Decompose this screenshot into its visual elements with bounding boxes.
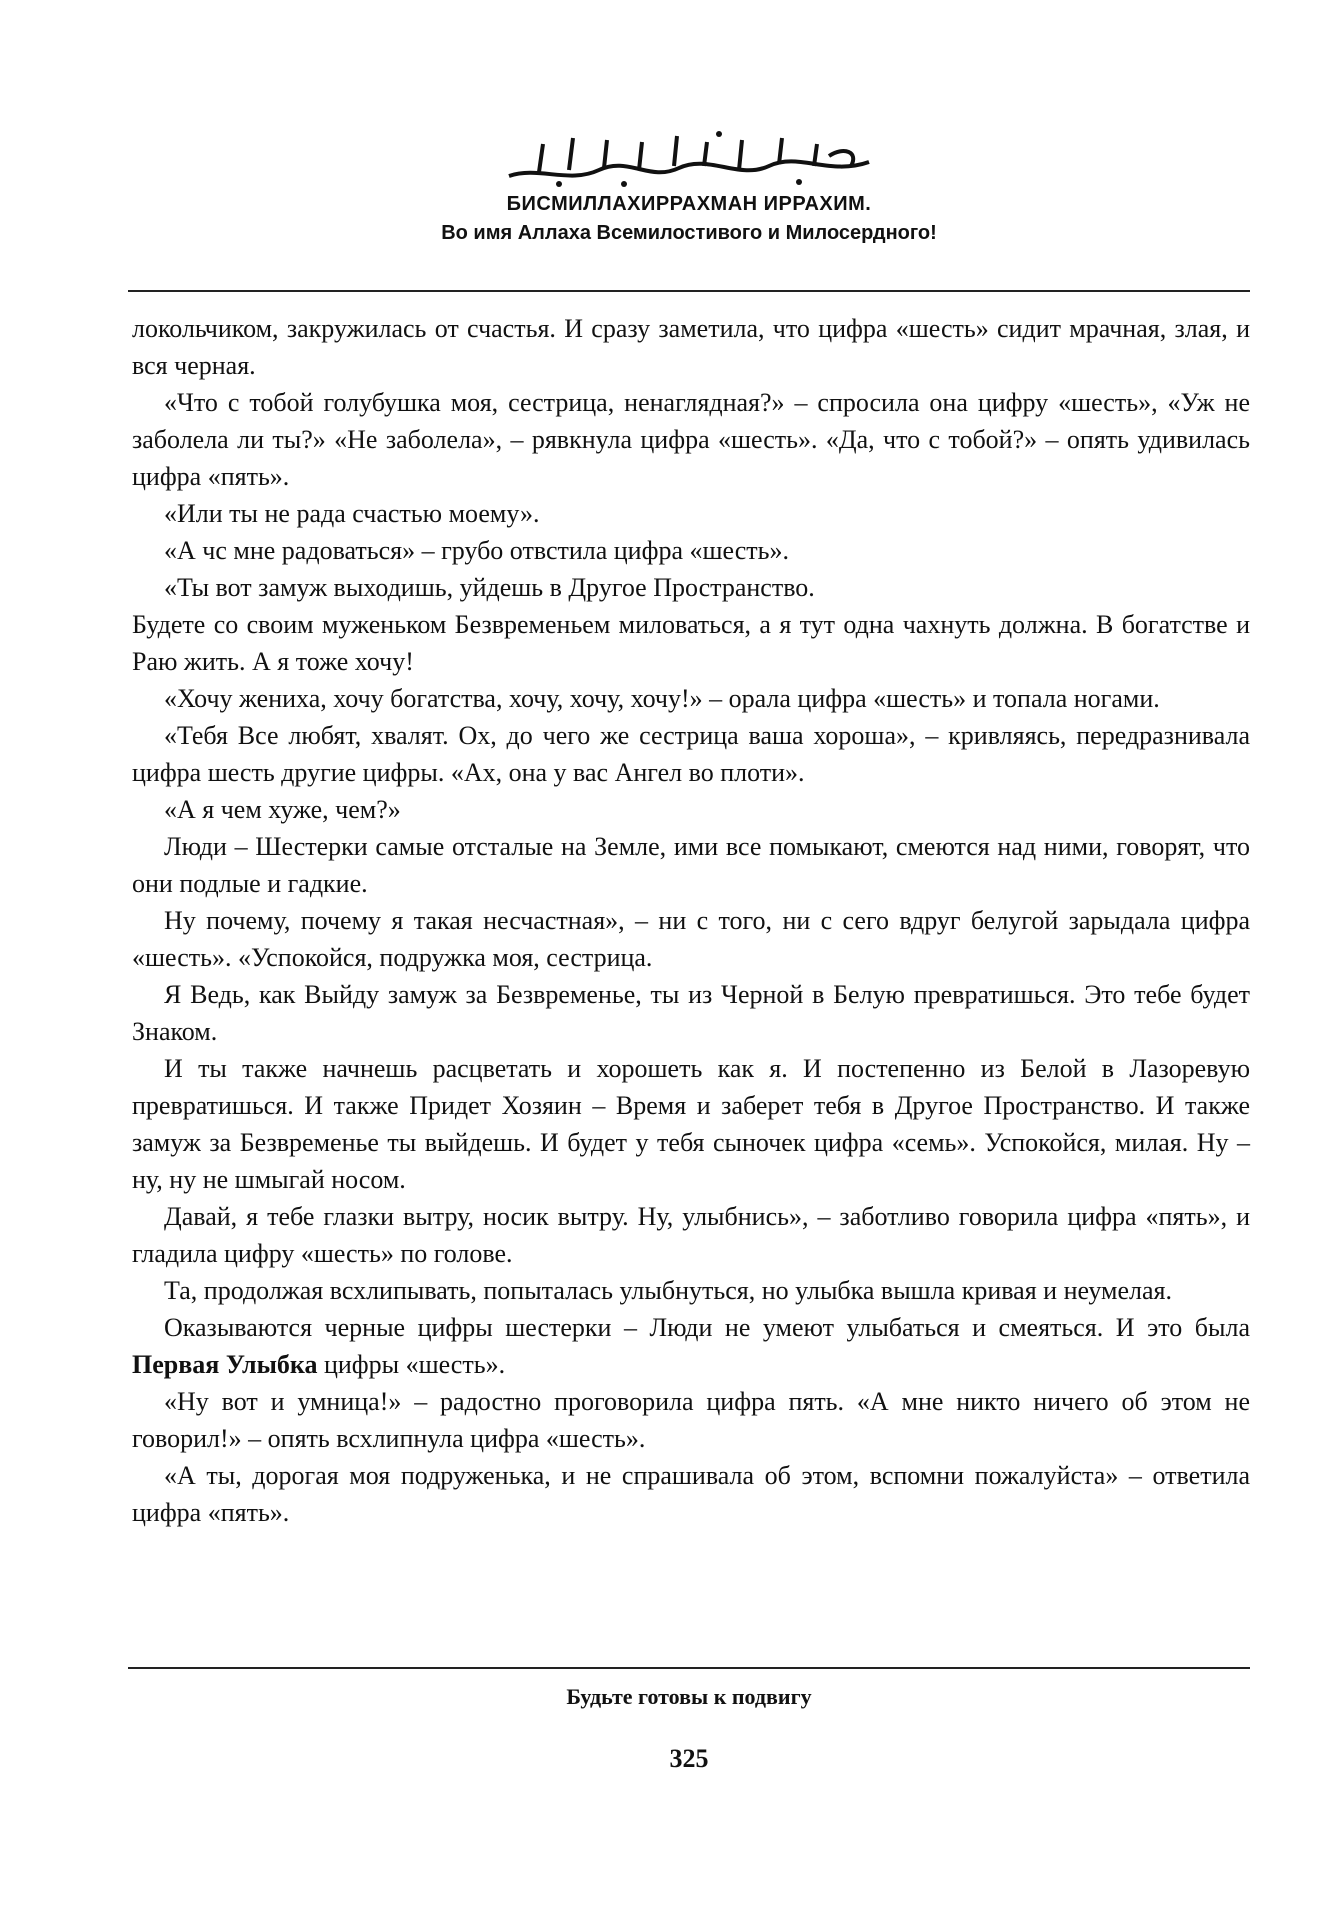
page-number: 325 bbox=[669, 1744, 709, 1773]
paragraph bbox=[132, 1309, 1250, 1383]
paragraph: Будете со своим муженьком Безвременьем миловаться, а я тут одна чахнуть должна. В богатстве и Раю жить. А я тоже хочу! bbox=[132, 610, 1250, 676]
emphasis-text: Первая Улыбка bbox=[132, 1350, 318, 1379]
bismillah-calligraphy bbox=[499, 126, 879, 190]
paragraph-text: Оказываются черные цифры шестерки – Люди не умеют улыбаться и смеяться. И это была bbox=[164, 1313, 1250, 1342]
paragraph: «Хочу жениха, хочу богатства, хочу, хочу, хочу!» – орала цифра «шесть» и топала ногами. bbox=[164, 684, 1160, 713]
paragraph: «А ты, дорогая моя подруженька, и не спрашивала об этом, вспомни пожалуйста» – ответила цифра «пять». bbox=[132, 1461, 1250, 1527]
bismillah-subtitle: Во имя Аллаха Всемилостивого и Милосердного! bbox=[441, 222, 937, 244]
page-header bbox=[128, 126, 1250, 248]
paragraph: «Ну вот и умница!» – радостно проговорила цифра пять. «А мне никто ничего об этом не говорил!» – опять всхлипнула цифра «шесть». bbox=[132, 1387, 1250, 1453]
footer-divider bbox=[128, 1667, 1250, 1669]
paragraph: Та, продолжая всхлипывать, попыталась улыбнуться, но улыбка вышла кривая и неумелая. bbox=[164, 1276, 1173, 1305]
bismillah-title: БИСМИЛЛАХИРРАХМАН ИРРАХИМ. bbox=[506, 193, 872, 215]
footer-title: Будьте готовы к подвигу bbox=[566, 1684, 812, 1709]
paragraph: «Тебя Все любят, хвалят. Ох, до чего же сестрица ваша хороша», – кривляясь, передразнивала цифра шесть другие цифры. «Ах, она у вас Ангел во плоти». bbox=[132, 721, 1250, 787]
paragraph: Давай, я тебе глазки вытру, носик вытру. Ну, улыбнись», – заботливо говорила цифра «пять», и гладила цифру «шесть» по голове. bbox=[132, 1202, 1250, 1268]
body-text bbox=[132, 310, 1250, 1531]
header-divider bbox=[128, 290, 1250, 292]
paragraph-text: цифры «шесть». bbox=[317, 1350, 506, 1379]
paragraph: «Что с тобой голубушка моя, сестрица, ненаглядная?» – спросила она цифру «шесть», «Уж не заболела ли ты?» «Не заболела», – рявкнула цифра «шесть». «Да, что с тобой?» – опять удивилась цифра «пять». bbox=[132, 388, 1250, 491]
paragraph: «А я чем хуже, чем?» bbox=[164, 795, 401, 824]
paragraph: «Или ты не рада счастью моему». bbox=[164, 499, 540, 528]
paragraph: локольчиком, закружилась от счастья. И сразу заметила, что цифра «шесть» сидит мрачная, злая, и вся черная. bbox=[132, 314, 1250, 380]
paragraph: И ты также начнешь расцветать и хорошеть как я. И постепенно из Белой в Лазоревую превратишься. И также Придет Хозяин – Время и заберет тебя в Другое Пространство. И также замуж за Безвременье ты выйдешь. И будет у тебя сыночек цифра «семь». Успокойся, милая. Ну – ну, ну не шмыгай носом. bbox=[132, 1054, 1250, 1194]
paragraph: Люди – Шестерки самые отсталые на Земле, ими все помыкают, смеются над ними, говорят, что они подлые и гадкие. bbox=[132, 832, 1250, 898]
paragraph: «А чс мне радоваться» – грубо отвстила цифра «шесть». bbox=[164, 536, 789, 565]
paragraph: Ну почему, почему я такая несчастная», – ни с того, ни с сего вдруг белугой зарыдала цифра «шесть». «Успокойся, подружка моя, сестрица. bbox=[132, 906, 1250, 972]
paragraph: «Ты вот замуж выходишь, уйдешь в Другое Пространство. bbox=[164, 573, 815, 602]
paragraph: Я Ведь, как Выйду замуж за Безвременье, ты из Черной в Белую превратишься. Это тебе будет Знаком. bbox=[132, 980, 1250, 1046]
